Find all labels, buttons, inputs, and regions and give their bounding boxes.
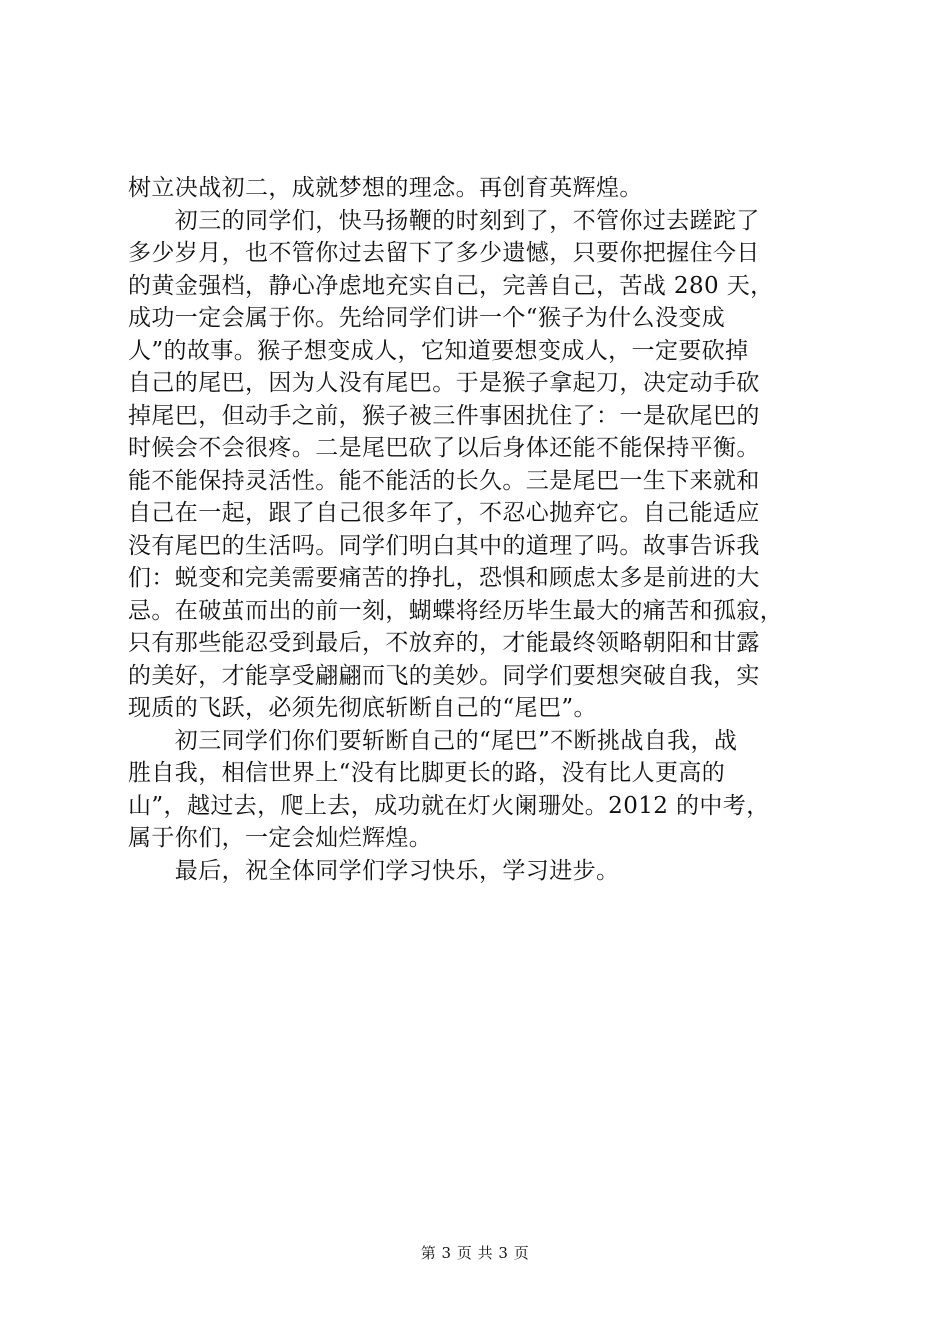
document-body [128, 172, 828, 887]
text-line: 树立决战初二，成就梦想的理念。再创育英辉煌。 [128, 175, 643, 201]
text-line: 只有那些能忍受到最后，不放弃的，才能最终领略朝阳和甘露 [128, 630, 760, 656]
text-line: 现质的飞跃，必须先彻底斩断自己的“尾巴”。 [128, 695, 597, 721]
text-line: 属于你们，一定会灿烂辉煌。 [128, 825, 433, 851]
text-line: 胜自我，相信世界上“没有比脚更长的路，没有比人更高的 [128, 760, 726, 786]
text-line: 自己在一起，跟了自己很多年了，不忍心抛弃它。自己能适应 [128, 500, 760, 526]
text-line: 时候会不会很疼。二是尾巴砍了以后身体还能不能保持平衡。 [128, 435, 760, 461]
text-line: 能不能保持灵活性。能不能活的长久。三是尾巴一生下来就和 [128, 467, 760, 494]
text-line: 的美好，才能享受翩翩而飞的美妙。同学们要想突破自我，实 [128, 662, 760, 689]
text-line: 自己的尾巴，因为人没有尾巴。于是猴子拿起刀，决定动手砍 [128, 370, 760, 396]
text-line: 山”，越过去，爬上去，成功就在灯火阑珊处。2012 的中考， [128, 792, 770, 819]
text-line: 最后，祝全体同学们学习快乐，学习进步。 [128, 857, 620, 884]
text-line: 人”的故事。猴子想变成人，它知道要想变成人，一定要砍掉 [128, 337, 749, 364]
text-line: 初三的同学们，快马扬鞭的时刻到了，不管你过去蹉跎了 [128, 207, 760, 234]
text-line: 成功一定会属于你。先给同学们讲一个“猴子为什么没变成 [128, 305, 726, 331]
page-footer: 第 3 页 共 3 页 [420, 1244, 530, 1262]
text-line: 忌。在破茧而出的前一刻，蝴蝶将经历毕生最大的痛苦和孤寂， [128, 597, 784, 624]
text-line: 没有尾巴的生活吗。同学们明白其中的道理了吗。故事告诉我 [128, 532, 760, 559]
text-line: 的黄金强档，静心净虑地充实自己，完善自己，苦战 280 天， [128, 272, 774, 299]
text-line: 初三同学们你们要斩断自己的“尾巴”不断挑战自我，战 [128, 727, 738, 754]
text-line: 们：蜕变和完美需要痛苦的挣扎，恐惧和顾虑太多是前进的大 [128, 565, 760, 591]
text-line: 掉尾巴，但动手之前，猴子被三件事困扰住了：一是砍尾巴的 [128, 402, 760, 429]
text-line: 多少岁月，也不管你过去留下了多少遗憾，只要你把握住今日 [128, 240, 760, 266]
